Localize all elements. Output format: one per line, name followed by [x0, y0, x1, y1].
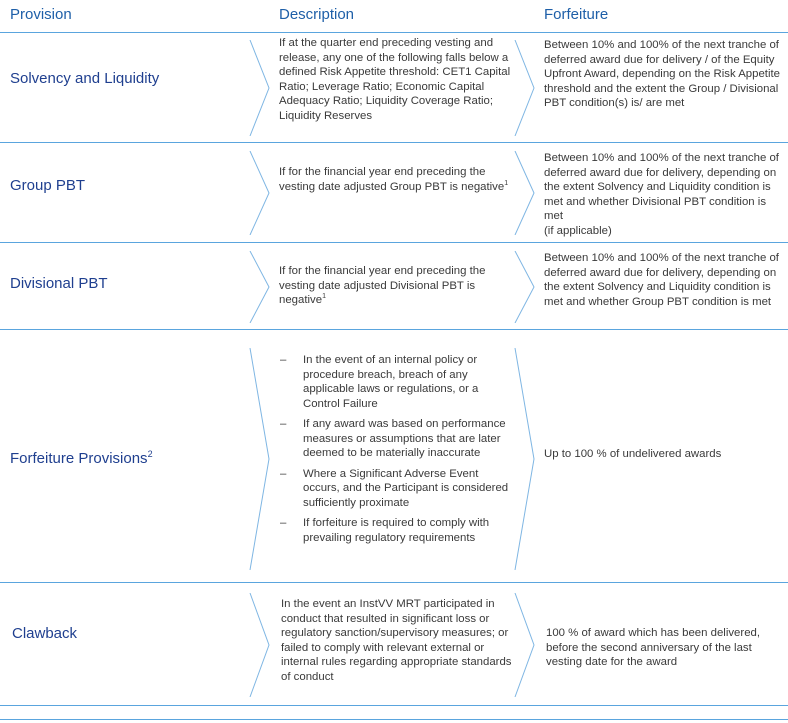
- provision-label: Clawback: [12, 625, 78, 642]
- description-bullets: [280, 353, 516, 551]
- description-text: In the event an InstVV MRT participated in conduct that resulted in significant loss or regulatory sanction/supervisory measures; or failed to comply with relevant external or internal rules regarding appropriate standards of conduct: [281, 598, 512, 683]
- table-row: [0, 330, 788, 583]
- list-item: – If forfeiture is required to comply with prevailing regulatory requirements: [280, 517, 490, 544]
- forfeiture-text: Between 10% and 100% of the next tranche of deferred award due for delivery, depending on the extent Solvency and Liquidity condition is met and whether Divisional PBT condition is met (if applicable): [544, 152, 779, 237]
- chevron-divider-icon: [249, 348, 271, 570]
- table-row: [0, 32, 788, 143]
- chevron-divider-icon: [514, 40, 536, 136]
- header-provision: Provision: [10, 6, 72, 23]
- provision-label: Forfeiture Provisions$^2$: [10, 449, 153, 467]
- row-divider: [0, 705, 788, 706]
- chevron-divider-icon: [249, 151, 271, 235]
- description-text: If for the financial year end preceding the vesting date adjusted Group PBT is negative$^1$: [279, 166, 509, 193]
- description-text: If for the financial year end preceding the vesting date adjusted Divisional PBT is negative$^1$: [279, 265, 486, 306]
- chevron-divider-icon: [514, 151, 536, 235]
- table-row: [0, 583, 788, 706]
- table-bottom-rule: [0, 719, 788, 720]
- chevron-divider-icon: [249, 251, 271, 323]
- list-item: – Where a Significant Adverse Event occurs, and the Participant is considered sufficiently proximate: [280, 467, 509, 509]
- description-text: If at the quarter end preceding vesting and release, any one of the following falls below a defined Risk Appetite threshold: CET1 Capital Ratio; Leverage Ratio; Economic Capital Adequacy Ratio; Liquidity Coverage Ratio; Liquidity Reserves: [279, 37, 511, 122]
- bullet-list: [280, 353, 516, 545]
- forfeiture-text: Between 10% and 100% of the next tranche of deferred award due for delivery, depending on the extent Solvency and Liquidity condition is met and whether Group PBT condition is met: [544, 252, 779, 308]
- table-row: [0, 143, 788, 243]
- chevron-divider-icon: [514, 593, 536, 697]
- chevron-divider-icon: [514, 251, 536, 323]
- forfeiture-text: Up to 100 % of undelivered awards: [544, 448, 722, 460]
- forfeiture-text: 100 % of award which has been delivered, before the second anniversary of the last vesting date for the award: [546, 627, 761, 668]
- provision-label: Group PBT: [10, 177, 86, 194]
- chevron-divider-icon: [249, 593, 271, 697]
- chevron-divider-icon: [249, 40, 271, 136]
- list-item: – In the event of an internal policy or procedure breach, breach of any applicable laws or regulations, or a Control Failure: [280, 354, 479, 410]
- provision-label: Solvency and Liquidity: [10, 70, 160, 87]
- table-row: [0, 243, 788, 330]
- header-description: Description: [279, 6, 355, 23]
- table-header: [0, 0, 788, 33]
- list-item: – If any award was based on performance measures or assumptions that are later deemed to be materially inaccurate: [280, 418, 506, 459]
- chevron-divider-icon: [514, 348, 536, 570]
- forfeiture-text: Between 10% and 100% of the next tranche of deferred award due for delivery / of the Equity Upfront Award, depending on the Risk Appetite threshold and the extent the Group / Divisional PBT condition(s) is/ are met: [544, 39, 780, 109]
- provision-label: Divisional PBT: [10, 275, 108, 292]
- header-forfeiture: Forfeiture: [544, 6, 609, 23]
